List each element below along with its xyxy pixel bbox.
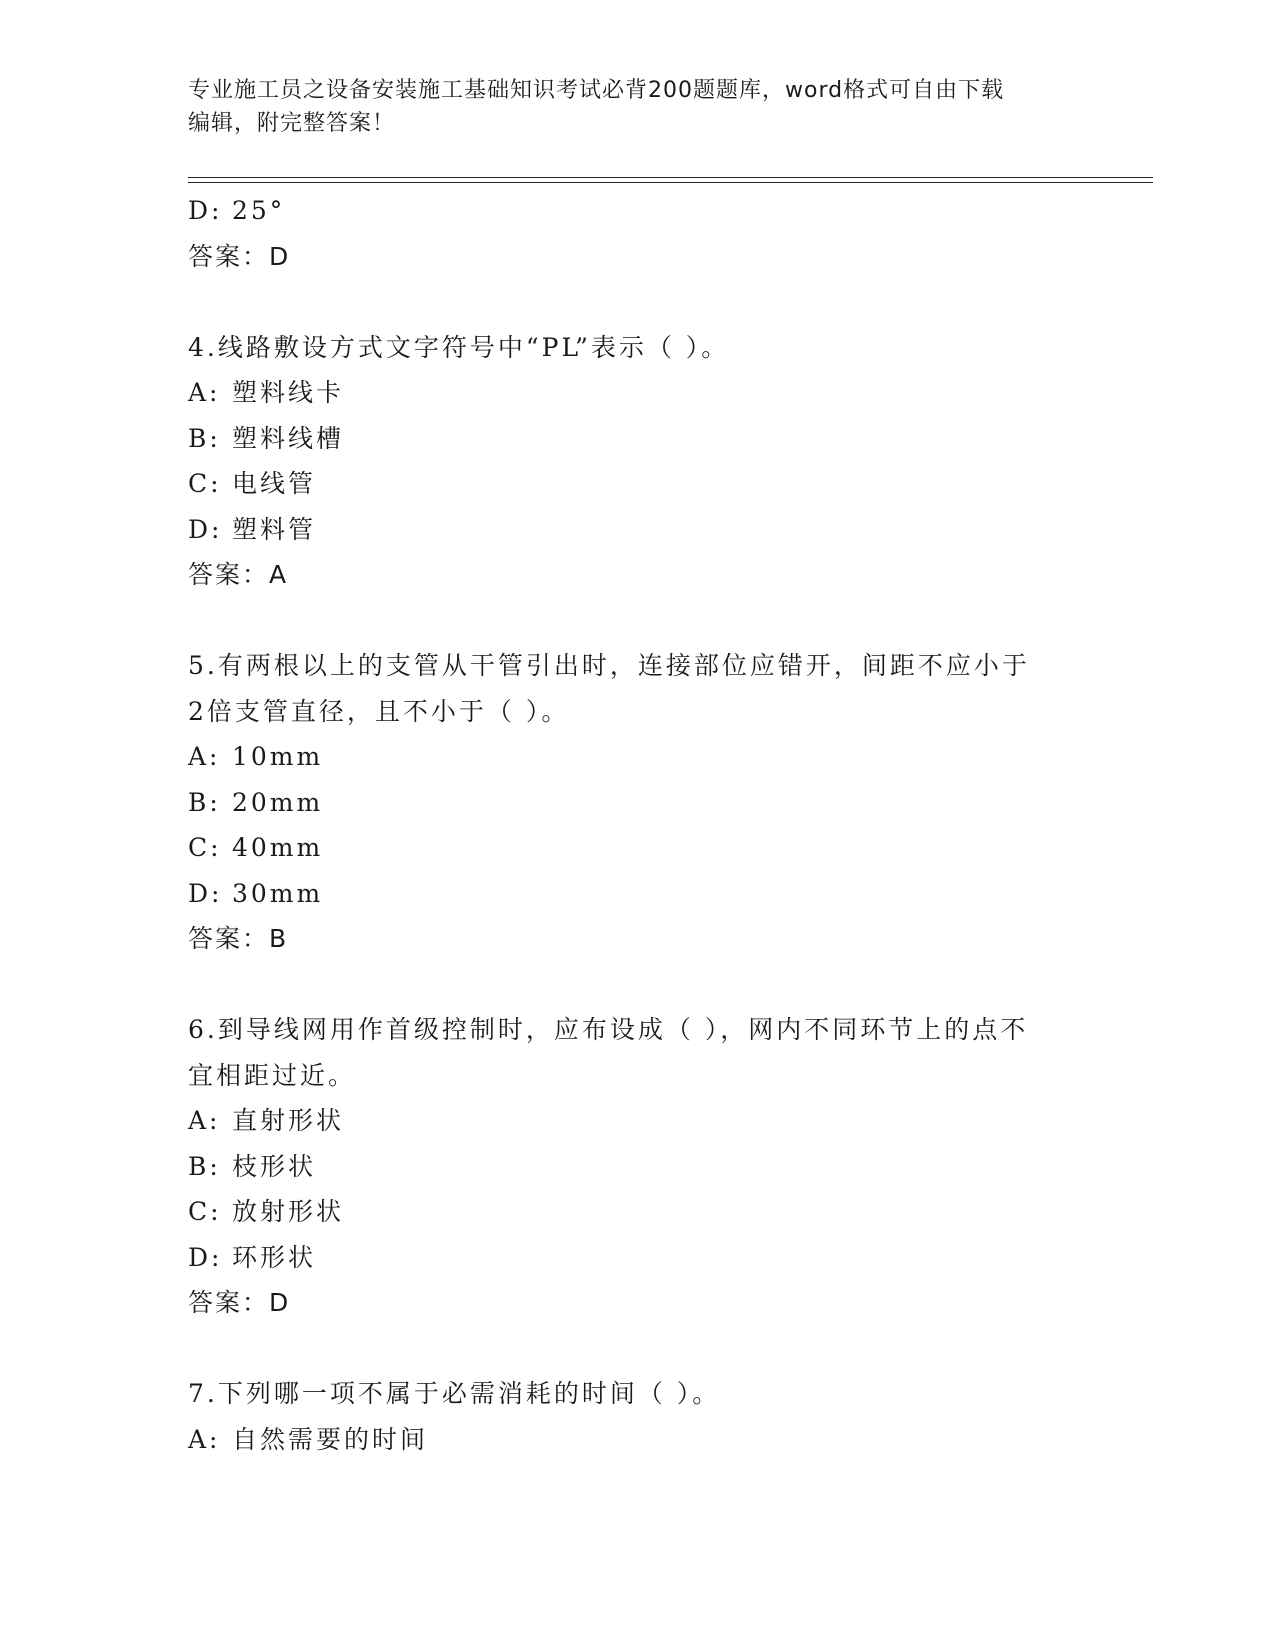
option-label: A: [188,1106,221,1135]
option-label: B: [188,787,221,817]
spacer [188,598,1088,644]
header-divider-bottom [188,182,1153,183]
option-text: 自然需要的时间 [232,1424,429,1454]
option-label: A: [188,742,221,771]
option-a [188,1417,1088,1463]
option-d [188,871,1088,917]
option-text: 20mm [232,787,324,817]
answer-line: 答案：D [188,241,291,271]
option-label: D: [188,196,223,225]
option-d [188,507,1088,553]
option-text: 环形状 [232,1242,317,1272]
spacer [188,1326,1088,1372]
option-label: A: [188,378,221,407]
option-d [188,188,1088,234]
header-divider-top [188,177,1153,178]
option-text: 直射形状 [232,1106,345,1135]
option-text: 40mm [232,833,324,862]
answer-line: 答案：B [188,924,289,953]
option-label: C: [188,833,222,862]
header-line-1: 专业施工员之设备安装施工基础知识考试必背200题题库，word格式可自由下载 [188,78,1005,103]
answer-line: 答案：D [188,1288,291,1317]
header-line-2: 编辑，附完整答案！ [188,111,396,136]
option-label: D: [188,1242,223,1272]
option-label: C: [188,469,222,498]
option-label: A: [188,1424,221,1454]
question-list [188,188,1088,1462]
option-label: B: [188,1151,221,1181]
option-a [188,1098,1088,1144]
option-label: D: [188,514,223,544]
question-stem: 5.有两根以上的支管从干管引出时，连接部位应错开，间距不应小于 [188,651,1030,680]
option-d [188,1235,1088,1281]
option-b [188,780,1088,826]
question-stem-continued: 宜相距过近。 [188,1060,357,1090]
option-label: C: [188,1197,222,1226]
option-text: 塑料线卡 [232,378,345,407]
question-stem: 7.下列哪一项不属于必需消耗的时间（ ）。 [188,1379,721,1408]
option-text: 10mm [232,742,324,771]
option-a [188,370,1088,416]
question-stem: 6.到导线网用作首级控制时，应布设成（ ），网内不同环节上的点不 [188,1015,1029,1044]
question-stem: 4.线路敷设方式文字符号中“PL”表示（ ）。 [188,332,730,362]
option-a [188,734,1088,780]
option-b [188,1144,1088,1190]
option-text: 放射形状 [232,1197,345,1226]
option-text: 塑料管 [232,514,317,544]
answer-line: 答案：A [188,560,289,589]
option-text: 电线管 [232,469,317,498]
question-stem-continued: 2倍支管直径，且不小于（ ）。 [188,696,570,726]
document-header [188,74,1088,140]
option-label: D: [188,878,223,908]
spacer [188,279,1088,325]
option-text: 30mm [232,878,324,908]
option-text: 枝形状 [232,1151,317,1181]
option-c [188,825,1088,871]
option-text: 25° [232,196,286,225]
option-b [188,416,1088,462]
option-c [188,1189,1088,1235]
option-label: B: [188,423,221,453]
spacer [188,962,1088,1008]
option-c [188,461,1088,507]
option-text: 塑料线槽 [232,423,345,453]
